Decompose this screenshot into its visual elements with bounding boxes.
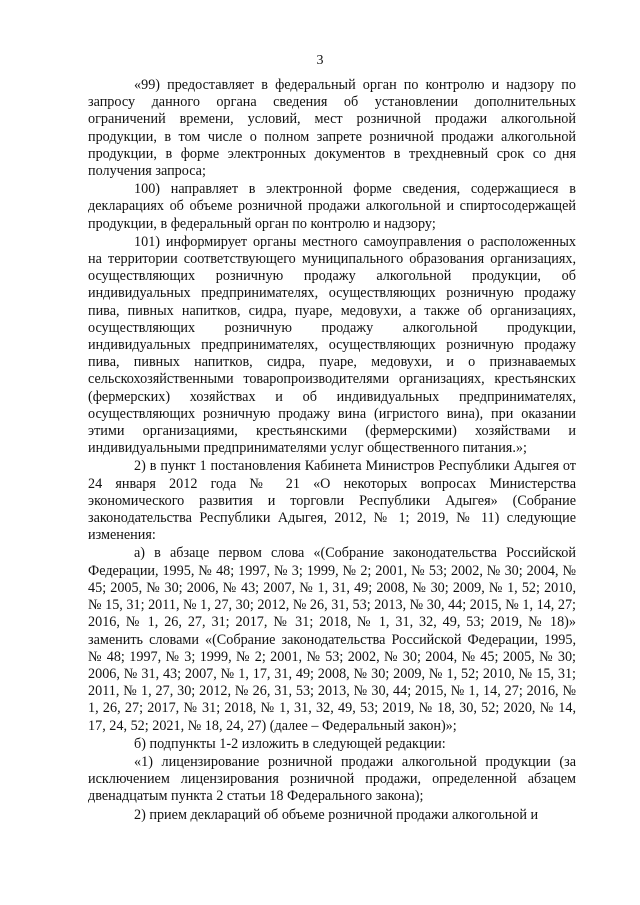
paragraph-new-item-2: 2) прием деклараций об объеме розничной продажи алкогольной и xyxy=(134,806,539,823)
paragraph-item-100: 100) направляет в электронной форме сведения, содержащиеся в декларациях об объеме розничной продажи алкогольной и спиртосодержащей продукции, в федеральный орган по контролю и надзору; xyxy=(88,181,576,232)
paragraph-point-2: 2) в пункт 1 постановления Кабинета Министров Республики Адыгея от 24 января 2012 года № 21 «О некоторых вопросах Министерства экономического развития и торговли Республики Адыгея» (Собрание законодательства Республики Адыгея, 2012, № 1; 2019, № 11) следующие изменения: xyxy=(88,458,576,544)
document-body xyxy=(88,77,576,825)
paragraph-item-99: «99) предоставляет в федеральный орган по контролю и надзору по запросу данного органа сведения об установлении дополнительных ограничений времени, условий, мест розничной продажи алкогольной продукции, в том числе о полном запрете розничной продажи алкогольной продукции, в форме электронных документов в трехдневный срок со дня получения запроса; xyxy=(88,77,576,180)
paragraph-subpoint-a: а) в абзаце первом слова «(Собрание законодательства Российской Федерации, 1995, № 48; 1997, № 3; 1999, № 2; 2001, № 53; 2002, № 30; 2004, № 45; 2005, № 30; 2006, № 43; 2007, № 1, 31, 49; 2008, № 30; 2009, № 1, 52; 2010, № 15, 31; 2011, № 1, 27, 30; 2012, № 26, 31, 53; 2013, № 30, 44; 2015, № 1, 14, 27; 2016, № 1, 26, 27, 31; 2017, № 31; 2018, № 1, 31, 32, 49, 53; 2019, № 18)» заменить словами «(Собрание законодательства Российской Федерации, 1995, № 48; 1997, № 3; 1999, № 2; 2001, № 53; 2002, № 30; 2004, № 45; 2005, № 30; 2006, № 31, 43; 2007, № 1, 17, 31, 49; 2008, № 30; 2009, № 1, 52; 2010, № 15, 31; 2011, № 1, 27, 30; 2012, № 26, 31, 53; 2013, № 30, 44; 2015, № 1, 14, 27; 2016, № 1, 26, 27; 2017, № 31; 2018, № 1, 31, 32, 49, 53; 2019, № 18, 30, 52; 2020, № 14, 17, 24, 52; 2021, № 18, 24, 27) (далее – Федеральный закон)»; xyxy=(88,545,576,734)
page-number: 3 xyxy=(316,53,324,68)
paragraph-subpoint-b: б) подпункты 1-2 изложить в следующей редакции: xyxy=(134,735,446,752)
paragraph-new-item-1: «1) лицензирование розничной продажи алкогольной продукции (за исключением лицензирования розничной продажи, определенной абзацем двенадцатым пункта 2 статьи 18 Федерального закона); xyxy=(88,753,576,805)
paragraph-item-101: 101) информирует органы местного самоуправления о расположенных на территории соответствующего муниципального образования организациях, осуществляющих розничную продажу алкогольной продукции, об индивидуальных предпринимателях, осуществляющих розничную продажу пива, пивных напитков, сидра, пуаре, медовухи, а также об организациях, осуществляющих розничную продажу алкогольной продукции, индивидуальных предпринимателях, осуществляющих розничную продажу пива, пивных напитков, сидра, пуаре, медовухи, и о признаваемых сельскохозяйственными товаропроизводителями организациях, крестьянских (фермерских) хозяйствах и об индивидуальных предпринимателях, осуществляющих розничную продажу вина (игристого вина), при оказании этими организациями, крестьянскими (фермерскими) хозяйствами и индивидуальными предпринимателями услуг общественного питания.»; xyxy=(88,233,576,457)
